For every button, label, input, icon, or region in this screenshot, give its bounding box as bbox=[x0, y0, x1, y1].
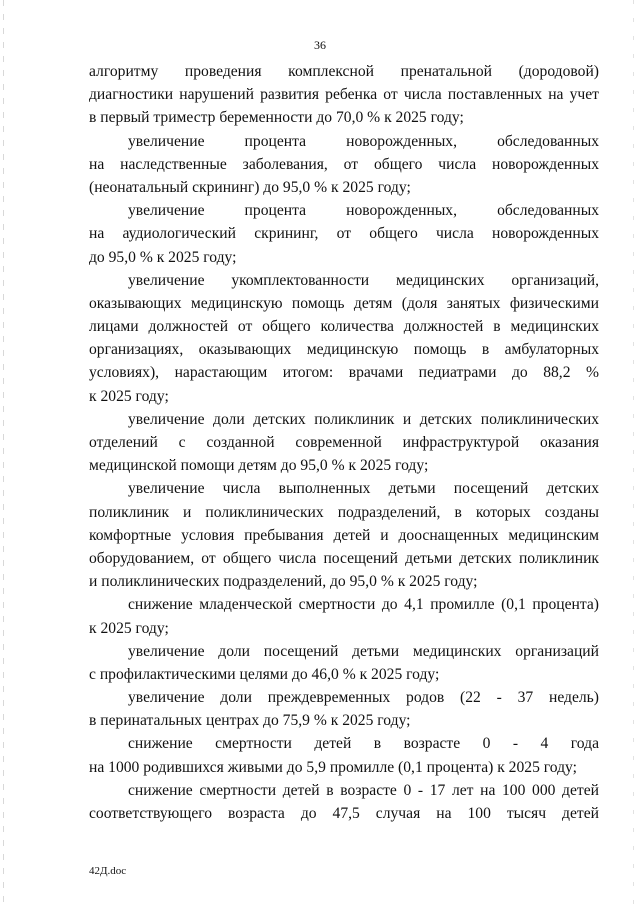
paragraph-line: увеличение доли преждевременных родов (22 - 37 недель) bbox=[128, 689, 599, 707]
paragraph-line: на наследственные заболевания, от общего числа новорожденных bbox=[89, 155, 599, 173]
paragraph-line: организациях, оказывающих медицинскую помощь в амбулаторных bbox=[89, 341, 599, 359]
paragraph bbox=[89, 269, 599, 408]
paragraph-line: снижение смертности детей в возрасте 0 - 17 лет на 100 000 детей bbox=[128, 781, 599, 799]
scan-edge-left bbox=[3, 0, 4, 905]
paragraph-line: снижение смертности детей в возрасте 0 - 4 года bbox=[128, 735, 599, 753]
paragraph-line: увеличение процента новорожденных, обследованных bbox=[128, 132, 599, 150]
paragraph bbox=[89, 130, 599, 200]
paragraph bbox=[89, 640, 599, 686]
paragraph-line: диагностики нарушений развития ребенка от числа поставленных на учет bbox=[89, 86, 599, 104]
paragraph-line: и поликлинических подразделений, до 95,0 % к 2025 году; bbox=[89, 573, 478, 591]
paragraph-line: отделений с созданной современной инфраструктурой оказания bbox=[89, 434, 599, 451]
paragraph bbox=[89, 686, 599, 732]
paragraph-line: в первый триместр беременности до 70,0 % к 2025 году; bbox=[89, 109, 464, 127]
paragraph-line: (неонатальный скрининг) до 95,0 % к 2025 году; bbox=[89, 178, 411, 196]
paragraph-line: на 1000 родившихся живыми до 5,9 промилле (0,1 процента) к 2025 году; bbox=[89, 758, 577, 776]
page-number: 36 bbox=[314, 38, 326, 52]
paragraph-line: в перинатальных центрах до 75,9 % к 2025 году; bbox=[89, 712, 411, 730]
paragraph-line: к 2025 году; bbox=[89, 619, 169, 637]
paragraph-line: медицинской помощи детям до 95,0 % к 2025 году; bbox=[89, 457, 429, 475]
footer-filename: 42Д.doc bbox=[89, 865, 127, 877]
paragraph bbox=[89, 732, 599, 778]
paragraph-line: к 2025 году; bbox=[89, 387, 169, 405]
paragraph-line: увеличение доли посещений детьми медицинских организаций bbox=[128, 642, 599, 660]
paragraph-line: оказывающих медицинскую помощь детям (доля занятых физическими bbox=[89, 294, 599, 312]
paragraph-line: увеличение процента новорожденных, обследованных bbox=[128, 202, 599, 220]
paragraph-line: на аудиологический скрининг, от общего числа новорожденных bbox=[89, 225, 599, 243]
paragraph-line: увеличение доли детских поликлиник и детских поликлинических bbox=[128, 410, 599, 428]
document-body bbox=[89, 60, 599, 825]
paragraph-line: с профилактическими целями до 46,0 % к 2025 году; bbox=[89, 665, 440, 683]
paragraph bbox=[89, 408, 599, 478]
paragraph-line: соответствующего возраста до 47,5 случая на 100 тысяч детей bbox=[89, 805, 599, 822]
paragraph bbox=[89, 779, 599, 825]
scan-edge-right bbox=[633, 0, 634, 905]
paragraph-line: до 95,0 % к 2025 году; bbox=[89, 248, 237, 266]
paragraph-line: алгоритму проведения комплексной пренатальной (дородовой) bbox=[89, 63, 599, 80]
paragraph bbox=[89, 60, 599, 130]
paragraph bbox=[89, 593, 599, 639]
paragraph bbox=[89, 199, 599, 269]
paragraph-line: комфортные условия пребывания детей и дооснащенных медицинским bbox=[89, 526, 599, 544]
paragraph bbox=[89, 477, 599, 593]
paragraph-line: лицами должностей от общего количества должностей в медицинских bbox=[89, 318, 599, 336]
paragraph-line: условиях), нарастающим итогом: врачами педиатрами до 88,2 % bbox=[89, 364, 599, 382]
paragraph-line: оборудованием, от общего числа посещений детьми детских поликлиник bbox=[89, 549, 599, 567]
paragraph-line: увеличение числа выполненных детьми посещений детских bbox=[128, 480, 599, 498]
paragraph-line: увеличение укомплектованности медицинских организаций, bbox=[128, 271, 599, 289]
paragraph-line: снижение младенческой смертности до 4,1 промилле (0,1 процента) bbox=[128, 596, 599, 614]
paragraph-line: поликлиник и поликлинических подразделений, в которых созданы bbox=[89, 503, 599, 521]
